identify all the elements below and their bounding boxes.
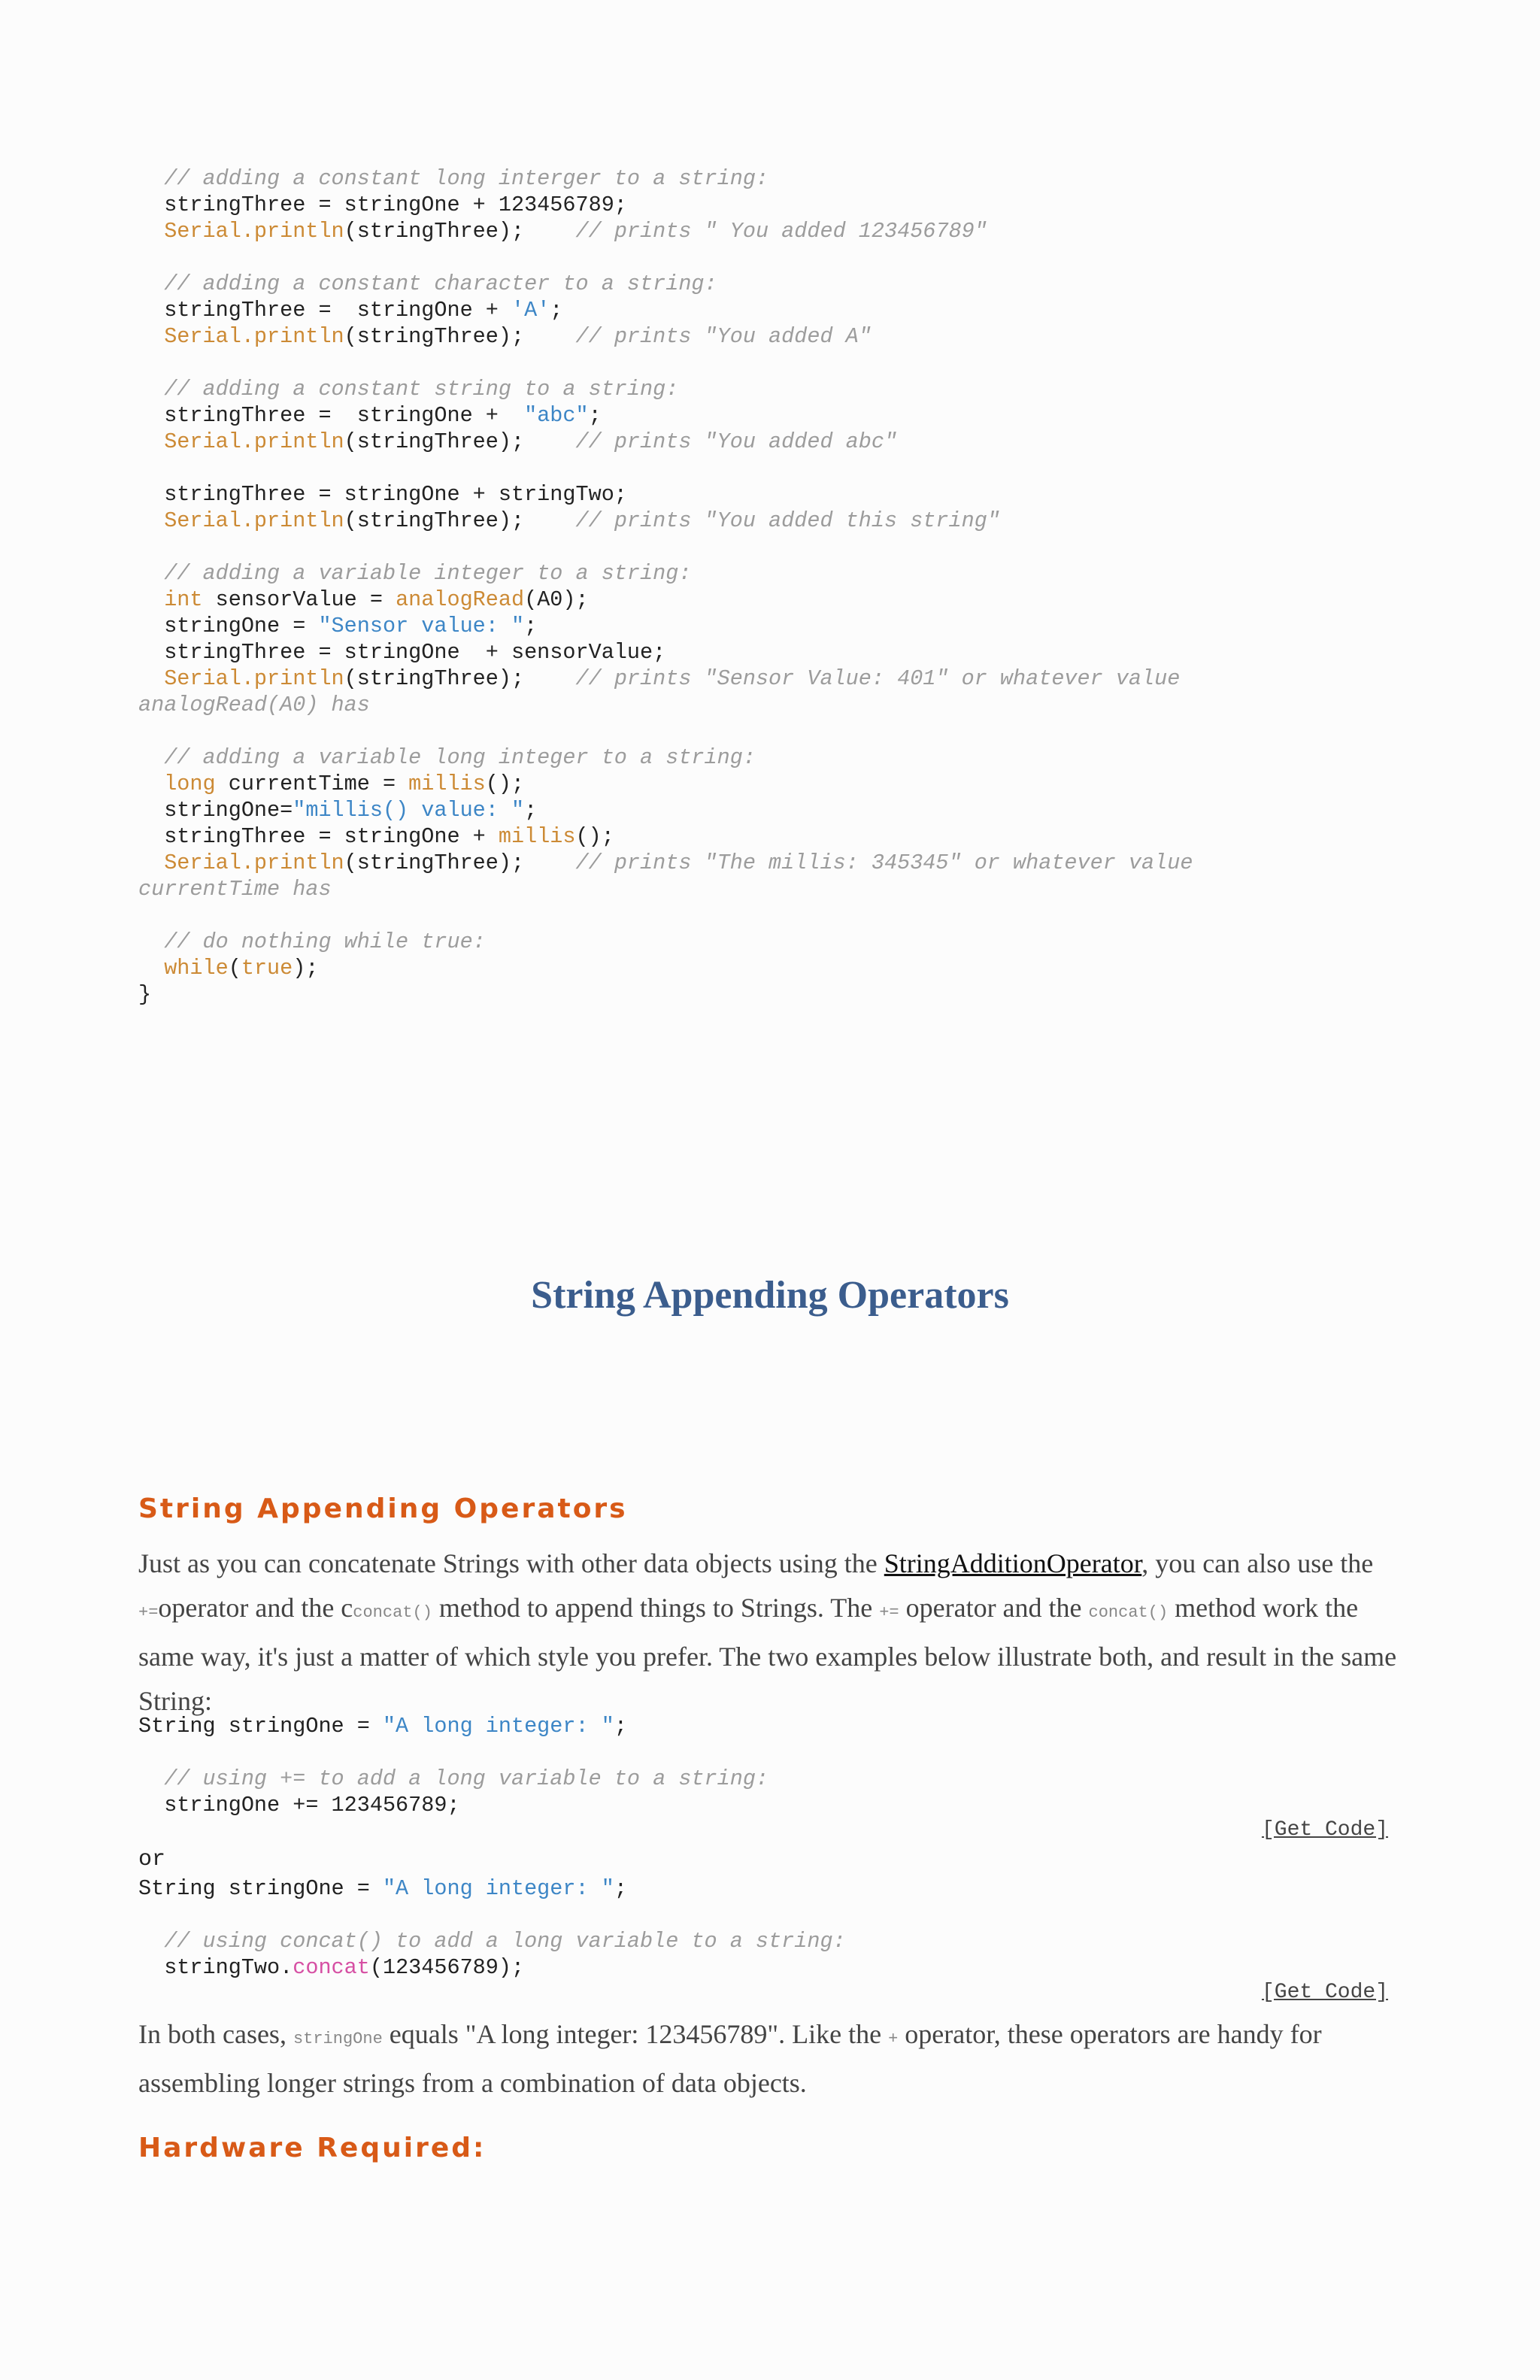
code-text: ); <box>293 956 319 981</box>
code-text: String stringOne = <box>138 1876 383 1901</box>
code-text: (stringThree); <box>344 850 576 875</box>
code-line: stringThree = stringOne + sensorValue; <box>138 640 666 665</box>
code-keyword: int <box>138 587 203 612</box>
inline-code: + <box>888 2030 899 2048</box>
code-example-plus-equals <box>138 1713 768 1818</box>
code-comment: // prints "You added this string" <box>575 508 1000 533</box>
code-text: stringThree = stringOne + <box>138 298 511 323</box>
code-line: stringThree = stringOne + stringTwo; <box>138 482 627 507</box>
code-comment: // adding a variable long integer to a string: <box>138 745 756 770</box>
code-string: "Sensor value: " <box>318 614 525 638</box>
intro-paragraph <box>138 1542 1402 1724</box>
para-text: equals "A long integer: 123456789". Like the <box>382 2019 889 2049</box>
code-text: ; <box>524 614 538 638</box>
code-line: stringOne += 123456789; <box>138 1793 460 1818</box>
code-text: (A0); <box>524 587 589 612</box>
code-function: millis <box>408 772 486 796</box>
code-object: Serial.println <box>138 508 344 533</box>
para-text: In both cases, <box>138 2019 293 2049</box>
code-line: } <box>138 982 152 1007</box>
code-text: (stringThree); <box>344 429 576 454</box>
code-function: analogRead <box>396 587 525 612</box>
or-text: or <box>138 1847 166 1872</box>
code-keyword: while <box>138 956 229 981</box>
code-string: 'A' <box>511 298 550 323</box>
code-string: "millis() value: " <box>293 798 525 823</box>
code-text: ( <box>228 956 241 981</box>
code-text: stringOne= <box>138 798 293 823</box>
code-text: (); <box>575 824 614 849</box>
code-object: Serial.println <box>138 850 344 875</box>
code-comment: // prints " You added 123456789" <box>575 219 987 244</box>
code-method: concat <box>293 1955 370 1980</box>
inline-code: concat() <box>353 1603 432 1622</box>
para-text: operator, these operators are handy for assembling longer strings from a combination of data objects. <box>138 2019 1322 2098</box>
code-comment: // prints "The millis: 345345" or whatever value <box>575 850 1193 875</box>
code-wrap-line <box>138 692 370 718</box>
para-text: method work the same way, it's just a matter of which style you prefer. The two examples below illustrate both, and result in the same String: <box>138 1593 1397 1716</box>
para-text: method to append things to Strings. The <box>432 1593 880 1623</box>
code-text: (stringThree); <box>344 508 576 533</box>
code-text: ; <box>524 798 538 823</box>
code-text: stringThree = stringOne + <box>138 403 525 428</box>
code-comment: // adding a variable integer to a string: <box>138 561 692 586</box>
string-addition-operator-link[interactable]: StringAdditionOperator <box>884 1548 1142 1578</box>
inline-code: += <box>879 1603 899 1622</box>
result-paragraph <box>138 2012 1402 2106</box>
get-code-link[interactable]: [Get Code] <box>1261 1981 1388 2004</box>
get-code-link[interactable]: [Get Code] <box>1261 1818 1388 1842</box>
code-function: millis <box>498 824 576 849</box>
code-text: currentTime = <box>215 772 409 796</box>
para-text: operator and the c <box>158 1593 353 1623</box>
code-comment: // adding a constant string to a string: <box>138 377 679 402</box>
code-text: (stringThree); <box>344 219 576 244</box>
code-comment: currentTime has <box>138 877 332 902</box>
code-comment: // adding a constant long interger to a string: <box>138 166 769 191</box>
para-text: operator and the <box>899 1593 1089 1623</box>
hardware-heading: Hardware Required: <box>138 2133 487 2163</box>
code-object: Serial.println <box>138 324 344 349</box>
para-text: , you can also use the <box>1141 1548 1374 1578</box>
page-title: String Appending Operators <box>531 1274 1009 1317</box>
section-heading: String Appending Operators <box>138 1493 628 1524</box>
inline-code: concat() <box>1088 1603 1169 1622</box>
inline-code: stringOne <box>293 2030 383 2048</box>
code-object: Serial.println <box>138 219 344 244</box>
code-text: (stringThree); <box>344 666 576 691</box>
code-comment: // using concat() to add a long variable to a string: <box>138 1929 846 1954</box>
code-text: stringOne = <box>138 614 319 638</box>
code-example-concat <box>138 1875 846 1981</box>
code-object: Serial.println <box>138 429 344 454</box>
code-block-continued <box>138 744 1193 1008</box>
code-string: "A long integer: " <box>382 1714 614 1739</box>
code-text: stringTwo. <box>138 1955 293 1980</box>
code-text: sensorValue = <box>202 587 396 612</box>
code-text: stringThree = stringOne + <box>138 824 499 849</box>
para-text: Just as you can concatenate Strings with other data objects using the <box>138 1548 884 1578</box>
code-text: (); <box>485 772 525 796</box>
code-text: (stringThree); <box>344 324 576 349</box>
code-comment: // prints "You added abc" <box>575 429 898 454</box>
code-text: ; <box>588 403 602 428</box>
code-object: Serial.println <box>138 666 344 691</box>
code-text: ; <box>614 1876 627 1901</box>
code-comment: // do nothing while true: <box>138 929 486 954</box>
code-string: "A long integer: " <box>382 1876 614 1901</box>
code-text: (123456789); <box>369 1955 525 1980</box>
code-block-string-addition <box>138 165 1180 692</box>
code-comment: // adding a constant character to a string: <box>138 271 717 296</box>
code-keyword: true <box>241 956 293 981</box>
code-comment: // prints "You added A" <box>575 324 872 349</box>
code-keyword: long <box>138 772 216 796</box>
code-text: String stringOne = <box>138 1714 383 1739</box>
code-comment: analogRead(A0) has <box>138 693 370 717</box>
code-text: ; <box>614 1714 627 1739</box>
code-string: "abc" <box>524 403 589 428</box>
code-comment: // using += to add a long variable to a string: <box>138 1766 769 1791</box>
code-line: stringThree = stringOne + 123456789; <box>138 193 627 217</box>
code-text: ; <box>550 298 563 323</box>
inline-code: += <box>138 1603 159 1622</box>
code-comment: // prints "Sensor Value: 401" or whatever value <box>575 666 1181 691</box>
